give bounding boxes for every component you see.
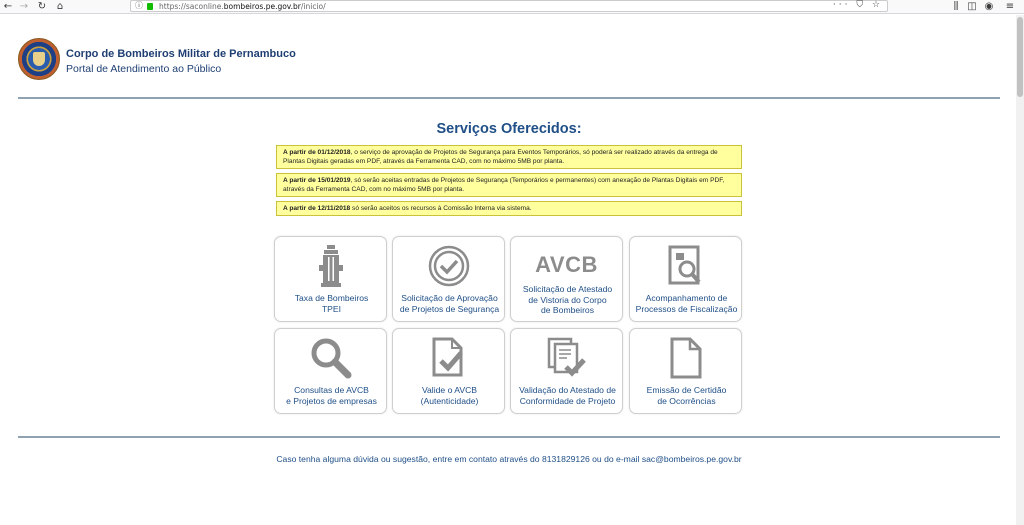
sidebar-icon[interactable]: ◫: [967, 1, 977, 12]
address-bar[interactable]: [130, 0, 888, 12]
service-label-line: Conformidade de Projeto: [519, 395, 616, 406]
service-label-line: de Bombeiros: [540, 305, 595, 315]
service-label-line: Solicitação de Atestado: [522, 284, 613, 294]
notice-text: , só serão aceitas entradas de Projetos de Segurança (Temporários e permanentes) com anexação de Plantas Digitais em PDF, através da Ferramenta CAD, com no máximo 5MB por planta.: [283, 177, 725, 193]
url-domain: bombeiros.pe.gov.br: [223, 2, 301, 11]
notice-text: , o serviço de aprovação de Projetos de Segurança para Eventos Temporários, só poderá ser realizado através da entrega de Plantas Digitais geradas em PDF, através da Ferramenta CAD, com no máximo 5MB por planta.: [283, 149, 718, 165]
service-label: [279, 385, 384, 406]
page-actions-icon[interactable]: ··· ⛉ ☆: [832, 0, 883, 10]
portal-name: Portal de Atendimento ao Público: [66, 63, 222, 75]
service-label-line: e Projetos de empresas: [286, 395, 377, 406]
home-icon[interactable]: ⌂: [56, 1, 64, 12]
footer-divider: [18, 436, 1000, 438]
back-icon[interactable]: ←: [3, 1, 13, 12]
org-name: Corpo de Bombeiros Militar de Pernambuco: [66, 48, 296, 60]
notice-date: A partir de 15/01/2019: [283, 177, 351, 184]
service-label-line: Consultas de AVCB: [294, 385, 369, 395]
reload-icon[interactable]: ↻: [37, 1, 47, 12]
service-label-line: TPEI: [321, 303, 342, 314]
service-label-line: (Autenticidade): [420, 395, 479, 406]
service-taxa-bombeiros[interactable]: [274, 236, 387, 322]
notice-2: [276, 173, 742, 197]
forward-icon[interactable]: →: [19, 1, 29, 12]
service-label: [515, 284, 620, 316]
notice-1: [276, 145, 742, 169]
service-label-line: Taxa de Bombeiros: [294, 293, 369, 303]
service-label-line: Valide o AVCB: [421, 385, 478, 395]
service-valide-avcb[interactable]: [392, 328, 505, 414]
document-check-icon: [393, 335, 504, 381]
url-host: https://saconline.: [159, 2, 224, 11]
header-divider: [18, 97, 1000, 99]
service-label: [397, 385, 502, 406]
service-label: [515, 385, 620, 406]
info-icon[interactable]: ⓘ: [135, 1, 143, 10]
avcb-text-icon: [511, 245, 622, 285]
url-text[interactable]: [159, 1, 326, 12]
notice-date: A partir de 12/11/2018: [283, 205, 351, 212]
avcb-icon-text: AVCB: [535, 252, 598, 277]
service-acompanhamento[interactable]: [629, 236, 742, 322]
service-label-line: de Ocorrências: [657, 395, 716, 406]
notice-text: só serão aceitos os recursos à Comissão Interna via sistema.: [350, 205, 532, 212]
url-path: /inicio/: [300, 2, 326, 11]
service-label: [634, 385, 739, 406]
service-label: [634, 293, 739, 314]
magnifier-icon: [275, 335, 386, 381]
service-label-line: Emissão de Certidão: [646, 385, 727, 395]
hydrant-icon: [275, 243, 386, 289]
cbmpe-logo[interactable]: [18, 38, 60, 80]
notice-date: A partir de 01/12/2018: [283, 149, 351, 156]
service-validacao-atestado[interactable]: [510, 328, 623, 414]
service-atestado-vistoria[interactable]: [510, 236, 623, 322]
notice-3: [276, 201, 742, 216]
service-label-line: Validação do Atestado de: [519, 385, 616, 395]
service-consultas-avcb[interactable]: [274, 328, 387, 414]
service-label: [397, 293, 502, 314]
lock-icon: [147, 3, 153, 10]
menu-icon[interactable]: ≡: [1005, 1, 1015, 12]
service-label-line: Solicitação de Aprovação: [401, 293, 498, 303]
extension-icon[interactable]: ◉: [984, 1, 994, 12]
footer-contact-text: Caso tenha alguma dúvida ou sugestão, entre em contato através do 8131829126 ou do e-mail sac@bombeiros.pe.gov.br: [276, 454, 742, 464]
scrollbar[interactable]: [1016, 15, 1024, 525]
library-icon[interactable]: ⫼: [953, 1, 959, 12]
document-search-icon: [630, 243, 741, 289]
service-aprovacao-projetos[interactable]: [392, 236, 505, 322]
service-label-line: de Vistoria do Corpo: [528, 294, 607, 305]
check-circle-icon: [393, 243, 504, 289]
service-label-line: de Projetos de Segurança: [399, 303, 500, 314]
page-title: Serviços Oferecidos:: [436, 121, 582, 137]
browser-toolbar: [0, 0, 1024, 14]
scrollbar-thumb[interactable]: [1017, 17, 1023, 97]
service-certidao-ocorrencias[interactable]: [629, 328, 742, 414]
documents-check-icon: [511, 335, 622, 381]
document-icon: [630, 335, 741, 381]
service-label-line: Processos de Fiscalização: [635, 303, 738, 314]
service-label: [279, 293, 384, 314]
service-label-line: Acompanhamento de: [645, 293, 728, 303]
